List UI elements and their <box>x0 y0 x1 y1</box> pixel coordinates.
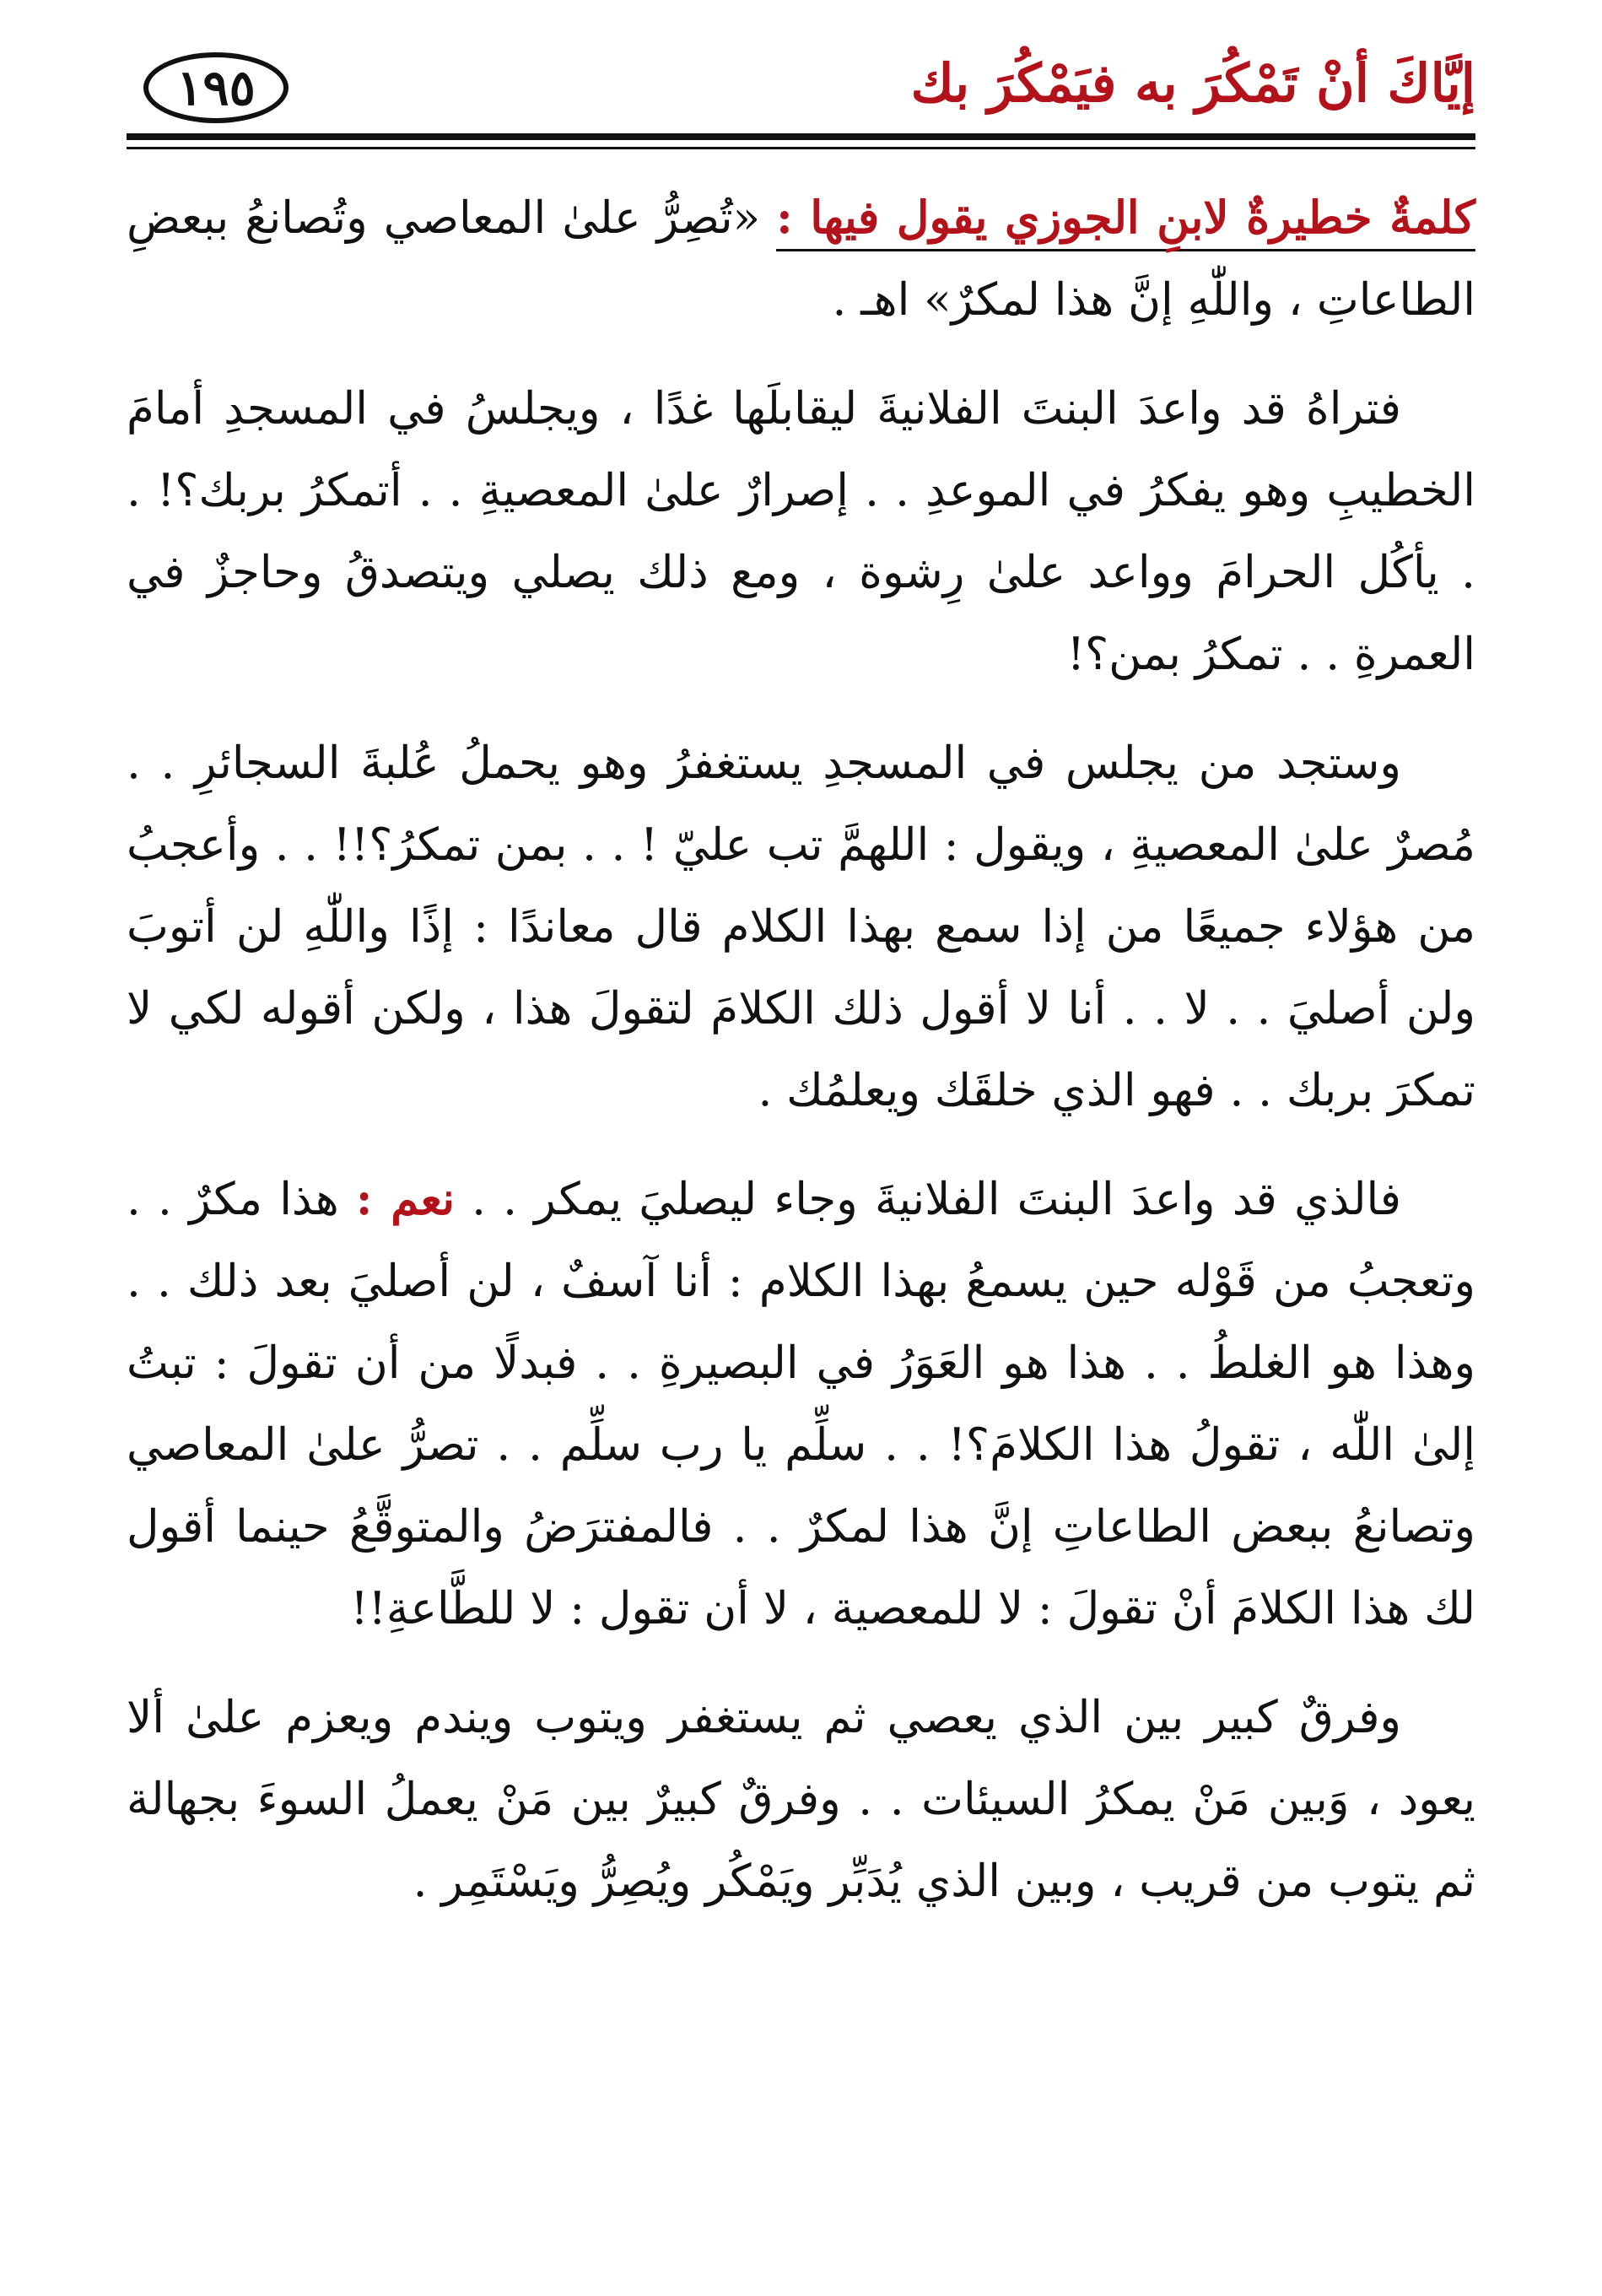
header-rule-thick <box>127 133 1475 140</box>
paragraph-3: وستجد من يجلس في المسجدِ يستغفرُ وهو يحملُ عُلبةَ السجائرِ . . مُصرٌ علىٰ المعصيةِ ، ويقول : اللهمَّ تب عليّ ! . . بمن تمكرُ؟!! . . وأعجبُ من هؤلاء جميعًا من إذا سمع بهذا الكلام قال معاندًا : إذًا واللّٰهِ لن أتوبَ ولن أصليَ . . لا . . أنا لا أقول ذلك الكلامَ لتقولَ هذا ، ولكن أقوله لكي لا تمكرَ بربك . . فهو الذي خلقَك ويعلمُك . <box>127 737 1475 1116</box>
running-title: إيَّاكَ أنْ تَمْكُرَ به فيَمْكُرَ بك <box>910 52 1475 114</box>
paragraph-4-before: فالذي قد واعدَ البنتَ الفلانيةَ وجاء ليصليَ يمكر . . <box>454 1174 1402 1225</box>
paragraph-2: فتراهُ قد واعدَ البنتَ الفلانيةَ ليقابلَها غدًا ، ويجلسُ في المسجدِ أمامَ الخطيبِ وهو يفكرُ في الموعدِ . . إصرارٌ علىٰ المعصيةِ . . أتمكرُ بربك؟! . . يأكُل الحرامَ وواعد علىٰ رِشوة ، ومع ذلك يصلي ويتصدقُ وحاجزٌ في العمرةِ . . تمكرُ بمن؟! <box>127 383 1475 680</box>
header-rule-thin <box>127 147 1475 149</box>
paragraph-4-after: هذا مكرٌ . . وتعجبُ من قَوْله حين يسمعُ بهذا الكلام : أنا آسفٌ ، لن أصليَ بعد ذلك . . وهذا هو الغلطُ . . هذا هو العَوَرُ في البصيرةِ . . فبدلًا من أن تقولَ : تبتُ إلىٰ اللّٰه ، تقولُ هذا الكلامَ؟! . . سلِّم يا رب سلِّم . . تصرُّ علىٰ المعاصي وتصانعُ ببعض الطاعاتِ إنَّ هذا لمكرٌ . . فالمفترَضُ والمتوقَّعُ حينما أقول لك هذا الكلامَ أنْ تقولَ : لا للمعصية ، لا أن تقول : لا للطَّاعةِ!! <box>127 1174 1475 1634</box>
paragraph-1-text: «تُصِرُّ علىٰ المعاصي وتُصانعُ ببعضِ الطاعاتِ ، واللّٰهِ إنَّ هذا لمكرٌ» اهـ . <box>127 192 1475 326</box>
page-number: ١٩٥ <box>143 52 289 123</box>
paragraph-4 <box>127 1159 1475 1650</box>
page-body <box>127 177 1475 1949</box>
emphasis-word: نعم : <box>355 1173 455 1225</box>
paragraph-5: وفرقٌ كبير بين الذي يعصي ثم يستغفر ويتوب ويندم ويعزم علىٰ ألا يعود ، وَبين مَنْ يمكرُ السيئات . . وفرقٌ كبيرٌ بين مَنْ يعملُ السوءَ بجهالة ثم يتوب من قريب ، وبين الذي يُدَبِّر ويَمْكُر ويُصِرُّ ويَسْتَمِر . <box>127 1692 1475 1907</box>
page-header <box>127 34 1475 127</box>
section-heading: كلمةٌ خطيرةٌ لابنِ الجوزي يقول فيها : <box>776 192 1475 251</box>
paragraph-1 <box>127 177 1475 341</box>
